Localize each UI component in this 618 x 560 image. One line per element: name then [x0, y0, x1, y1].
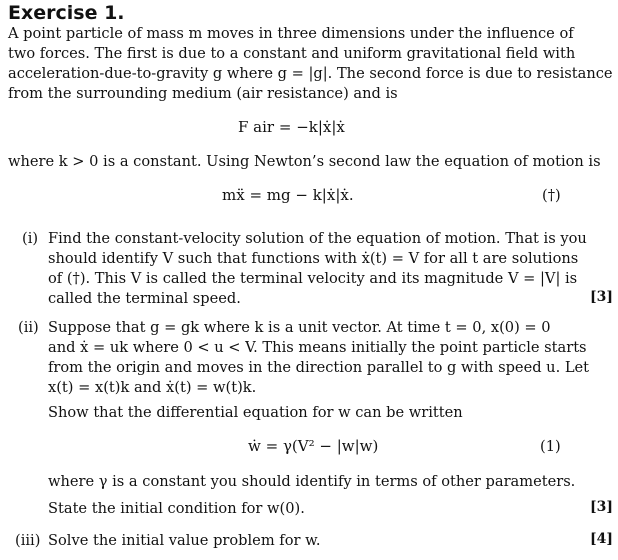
- part-iii-label: (iii): [15, 532, 41, 549]
- equation-of-motion-tag: (†): [542, 187, 561, 204]
- intro-line-4: from the surrounding medium (air resistance) and is: [8, 85, 398, 102]
- intro-line-3: acceleration-due-to-gravity g where g = |g|. The second force is due to resistance: [8, 65, 613, 82]
- part-ii-line-4: x(t) = x(t)k and ẋ(t) = w(t)k.: [48, 379, 257, 396]
- part-i-line-3: of (†). This V is called the terminal velocity and its magnitude V = |V| is: [48, 270, 578, 287]
- part-ii-line-1: Suppose that g = gk where k is a unit vector. At time t = 0, x(0) = 0: [48, 319, 551, 336]
- part-i-marks: [3]: [590, 289, 613, 305]
- intro-line-1: A point particle of mass m moves in three dimensions under the influence of: [8, 25, 574, 42]
- exercise-title: Exercise 1.: [8, 2, 125, 24]
- part-ii-marks: [3]: [590, 499, 613, 515]
- part-ii-label: (ii): [18, 319, 39, 336]
- part-i-line-2: should identify V such that functions with ẋ(t) = V for all t are solutions: [48, 250, 579, 267]
- part-ii-gamma-line: where γ is a constant you should identify in terms of other parameters.: [48, 473, 576, 490]
- air-resistance-equation: F air = −k|ẋ|ẋ: [238, 118, 345, 136]
- part-i-line-4: called the terminal speed.: [48, 290, 241, 307]
- w-differential-equation: ẇ = γ(V² − |w|w): [248, 437, 379, 455]
- newton-line: where k > 0 is a constant. Using Newton’s second law the equation of motion is: [8, 153, 601, 170]
- part-ii-line-2: and ẋ = uk where 0 < u < V. This means initially the point particle starts: [48, 339, 587, 356]
- part-iii-line-1: Solve the initial value problem for w.: [48, 532, 321, 549]
- part-i-label: (i): [22, 230, 39, 247]
- w-equation-tag: (1): [540, 438, 561, 455]
- part-ii-show-line: Show that the differential equation for w can be written: [48, 404, 463, 421]
- part-iii-marks: [4]: [590, 531, 613, 547]
- part-i-line-1: Find the constant-velocity solution of the equation of motion. That is you: [48, 230, 587, 247]
- intro-line-2: two forces. The first is due to a constant and uniform gravitational field with: [8, 45, 576, 62]
- part-ii-line-3: from the origin and moves in the direction parallel to g with speed u. Let: [48, 359, 590, 376]
- part-ii-initial-line: State the initial condition for w(0).: [48, 500, 305, 517]
- equation-of-motion: mẍ = mg − k|ẋ|ẋ.: [222, 186, 354, 204]
